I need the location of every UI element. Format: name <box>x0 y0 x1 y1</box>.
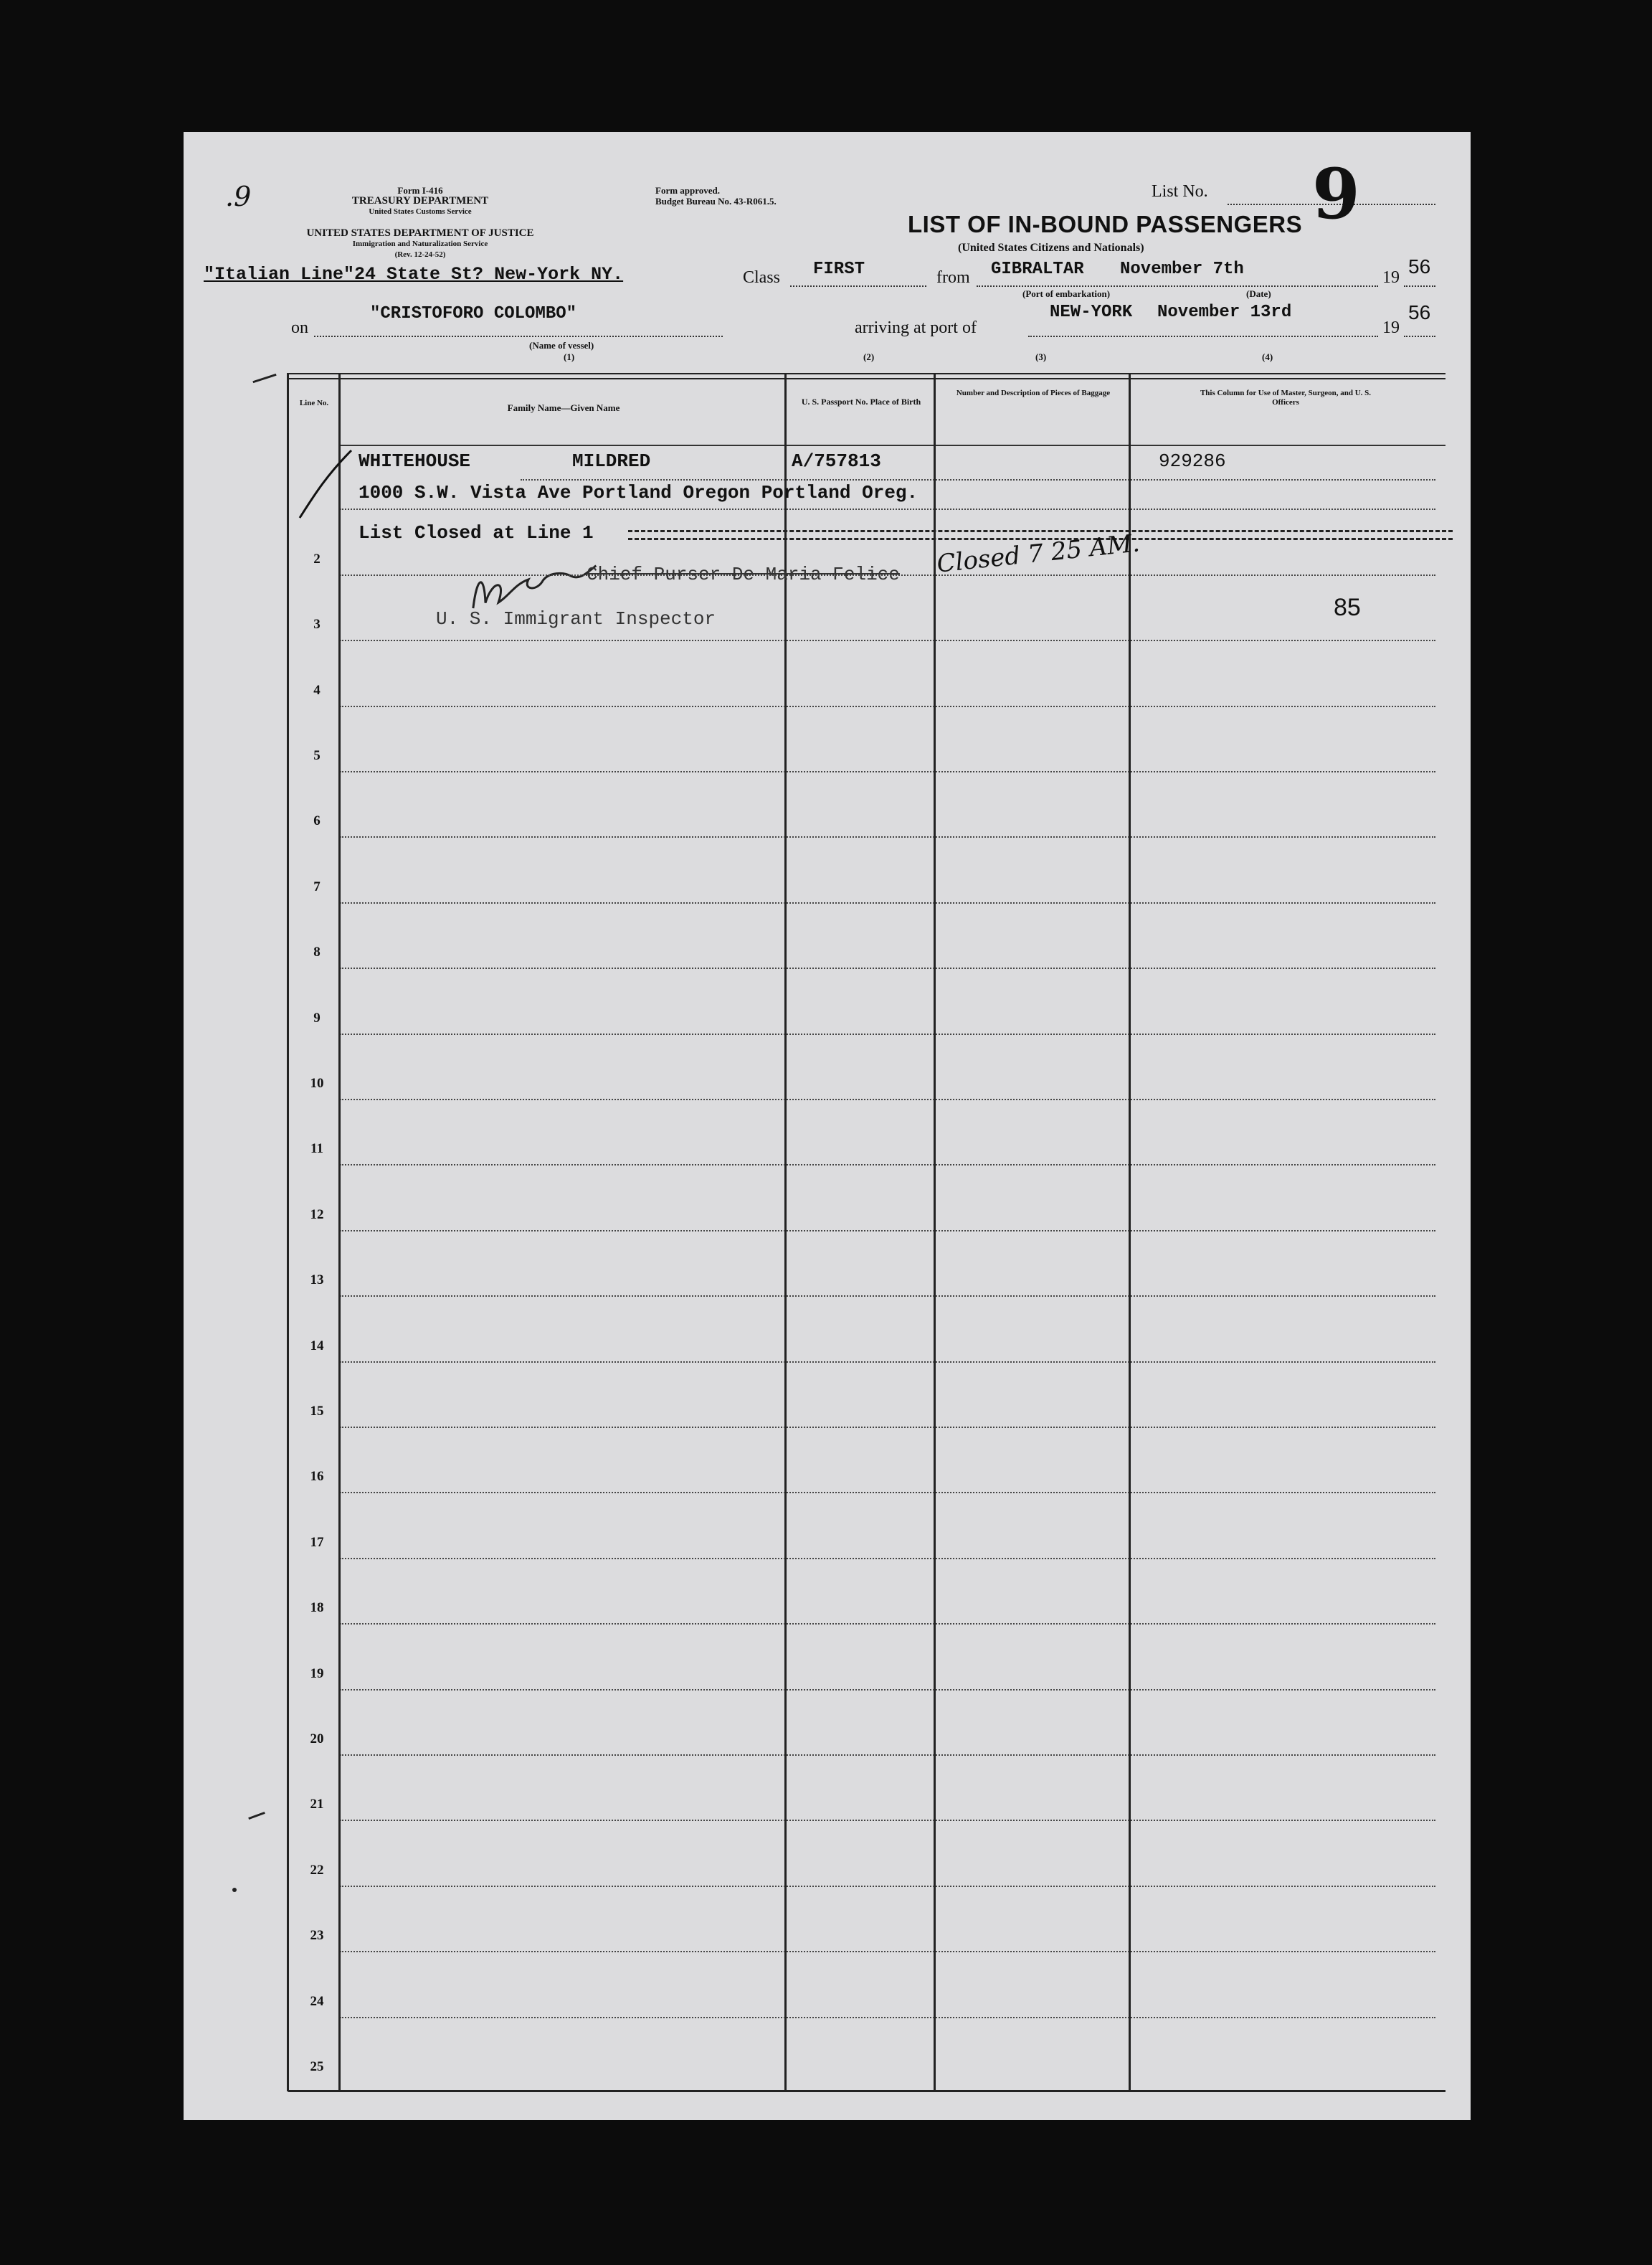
arrival-year-line <box>1404 336 1435 337</box>
line-number: 13 <box>310 1272 324 1288</box>
from-line <box>977 285 1378 287</box>
form-title: LIST OF IN-BOUND PASSENGERS <box>908 211 1303 237</box>
justice-line: UNITED STATES DEPARTMENT OF JUSTICE <box>306 227 534 239</box>
row-line <box>340 1886 1435 1887</box>
row-line <box>340 1951 1435 1952</box>
row-line <box>340 1361 1435 1363</box>
from-label: from <box>936 268 970 287</box>
row-line <box>340 2017 1435 2018</box>
table-bottom-rule <box>288 2090 1446 2092</box>
row-line <box>340 1230 1435 1231</box>
closed-time-text: Closed 7 25 AM. <box>935 529 1141 579</box>
table-header-rule <box>340 445 1446 446</box>
list-no-label: List No. <box>1152 182 1208 201</box>
budget-bureau: Budget Bureau No. 43-R061.5. <box>655 196 777 207</box>
header-officers: This Column for Use of Master, Surgeon, and U. S. Officers <box>1200 389 1372 407</box>
row-line <box>340 1558 1435 1559</box>
row-line <box>340 509 1435 510</box>
inspector-title: U. S. Immigrant Inspector <box>436 608 716 630</box>
line-number: 24 <box>310 1993 324 2009</box>
row-line <box>340 1295 1435 1297</box>
passenger-table <box>287 373 1448 2091</box>
row-line <box>340 771 1435 772</box>
vessel-caption: (Name of vessel) <box>529 340 594 351</box>
arrival-port: NEW-YORK <box>1050 303 1133 322</box>
table-left-border <box>287 373 289 2091</box>
row-line <box>340 1427 1435 1428</box>
line-number: 5 <box>313 748 321 763</box>
line-number: 16 <box>310 1469 324 1485</box>
row-line <box>340 968 1435 969</box>
date-caption: (Date) <box>1246 288 1271 299</box>
officer-number: 929286 <box>1159 450 1226 472</box>
line-number: 3 <box>313 617 321 633</box>
name-divider <box>784 373 787 2091</box>
vessel-line <box>314 336 723 337</box>
col-num-1: (1) <box>564 351 575 362</box>
row-line <box>340 1034 1435 1035</box>
col-num-3: (3) <box>1035 351 1047 362</box>
passenger-address: 1000 S.W. Vista Ave Portland Oregon Portland Oreg. <box>359 482 918 503</box>
header-baggage: Number and Description of Pieces of Baggage <box>956 389 1111 397</box>
row-line <box>340 902 1435 904</box>
line-number: 14 <box>310 1338 324 1353</box>
from-port: GIBRALTAR <box>991 260 1084 279</box>
line-number: 18 <box>310 1600 324 1616</box>
line-number: 22 <box>310 1862 324 1878</box>
ins-line: Immigration and Naturalization Service <box>352 240 488 248</box>
table-top-rule <box>288 373 1446 379</box>
header-name: Family Name—Given Name <box>507 402 620 413</box>
treasury-line: TREASURY DEPARTMENT <box>351 195 489 207</box>
passenger-count: 85 <box>1334 594 1361 621</box>
line-number: 8 <box>313 945 321 960</box>
form-id-block <box>341 185 499 217</box>
arriving-label: arriving at port of <box>855 318 977 337</box>
arrival-line <box>1028 336 1378 337</box>
passenger-given-name: MILDRED <box>572 450 651 472</box>
row-line <box>340 1099 1435 1100</box>
passport-number: A/757813 <box>792 450 881 472</box>
vessel-name: "CRISTOFORO COLOMBO" <box>370 304 577 323</box>
line-number: 6 <box>313 813 321 829</box>
from-year-line <box>1404 285 1435 287</box>
arrival-date: November 13rd <box>1157 303 1292 322</box>
line-number: 9 <box>313 1010 321 1026</box>
row-line <box>340 574 1435 576</box>
margin-tick-21 <box>248 1812 265 1820</box>
row-line <box>521 479 1435 481</box>
line-number: 20 <box>310 1731 324 1746</box>
header-line-no: Line No. <box>299 399 329 407</box>
form-number: Form I-416 <box>397 185 443 196</box>
row-line <box>340 1689 1435 1691</box>
line-number: 2 <box>313 551 321 567</box>
page-mark: .9 <box>225 181 252 212</box>
row-line <box>340 836 1435 838</box>
row-line <box>340 640 1435 641</box>
customs-line: United States Customs Service <box>369 207 472 216</box>
line-number: 12 <box>310 1206 324 1222</box>
passport-divider <box>934 373 936 2091</box>
rev-line: (Rev. 12-24-52) <box>394 250 446 259</box>
justice-block <box>291 228 549 260</box>
form-approved: Form approved. <box>655 185 721 196</box>
class-value: FIRST <box>813 260 865 279</box>
row-line <box>340 1820 1435 1821</box>
line-number: 25 <box>310 2059 324 2074</box>
list-closed-text: List Closed at Line 1 <box>359 522 594 544</box>
row-line <box>340 706 1435 707</box>
line-number: 17 <box>310 1534 324 1550</box>
chief-purser-text: Chief Purser De Maria Felice <box>587 564 900 585</box>
line-number: 23 <box>310 1928 324 1944</box>
from-year-prefix: 19 <box>1382 268 1400 287</box>
class-label: Class <box>743 268 781 287</box>
row-line <box>340 1164 1435 1165</box>
row-line <box>340 1754 1435 1756</box>
margin-dot-22 <box>232 1888 237 1892</box>
form-subtitle: (United States Citizens and Nationals) <box>958 242 1144 254</box>
approval-block <box>655 185 777 207</box>
from-date: November 7th <box>1120 260 1244 279</box>
arrival-year: 56 <box>1408 301 1431 323</box>
margin-tick-top <box>252 374 276 383</box>
col-num-4: (4) <box>1262 351 1273 362</box>
passenger-family-name: WHITEHOUSE <box>359 450 471 472</box>
line-number: 4 <box>313 682 321 698</box>
from-year: 56 <box>1408 255 1431 278</box>
line-number: 10 <box>310 1076 324 1091</box>
line-number: 7 <box>313 879 321 894</box>
line-number: 19 <box>310 1665 324 1681</box>
agent-name: "Italian Line"24 State St? New-York NY. <box>204 264 624 285</box>
line-number: 21 <box>310 1797 324 1812</box>
manifest-page <box>184 132 1471 2120</box>
on-label: on <box>291 318 308 337</box>
row-line <box>340 1623 1435 1625</box>
row-line <box>340 1492 1435 1493</box>
header-passport: U. S. Passport No. Place of Birth <box>801 397 921 407</box>
port-embark-caption: (Port of embarkation) <box>1022 288 1111 299</box>
line-number: 15 <box>310 1404 324 1419</box>
baggage-divider <box>1129 373 1131 2091</box>
line-no-divider <box>338 373 341 2091</box>
line-number: 11 <box>310 1141 323 1157</box>
class-line <box>790 285 926 287</box>
col-num-2: (2) <box>863 351 875 362</box>
arrival-year-prefix: 19 <box>1382 318 1400 337</box>
list-no-value: 9 <box>1312 153 1360 235</box>
